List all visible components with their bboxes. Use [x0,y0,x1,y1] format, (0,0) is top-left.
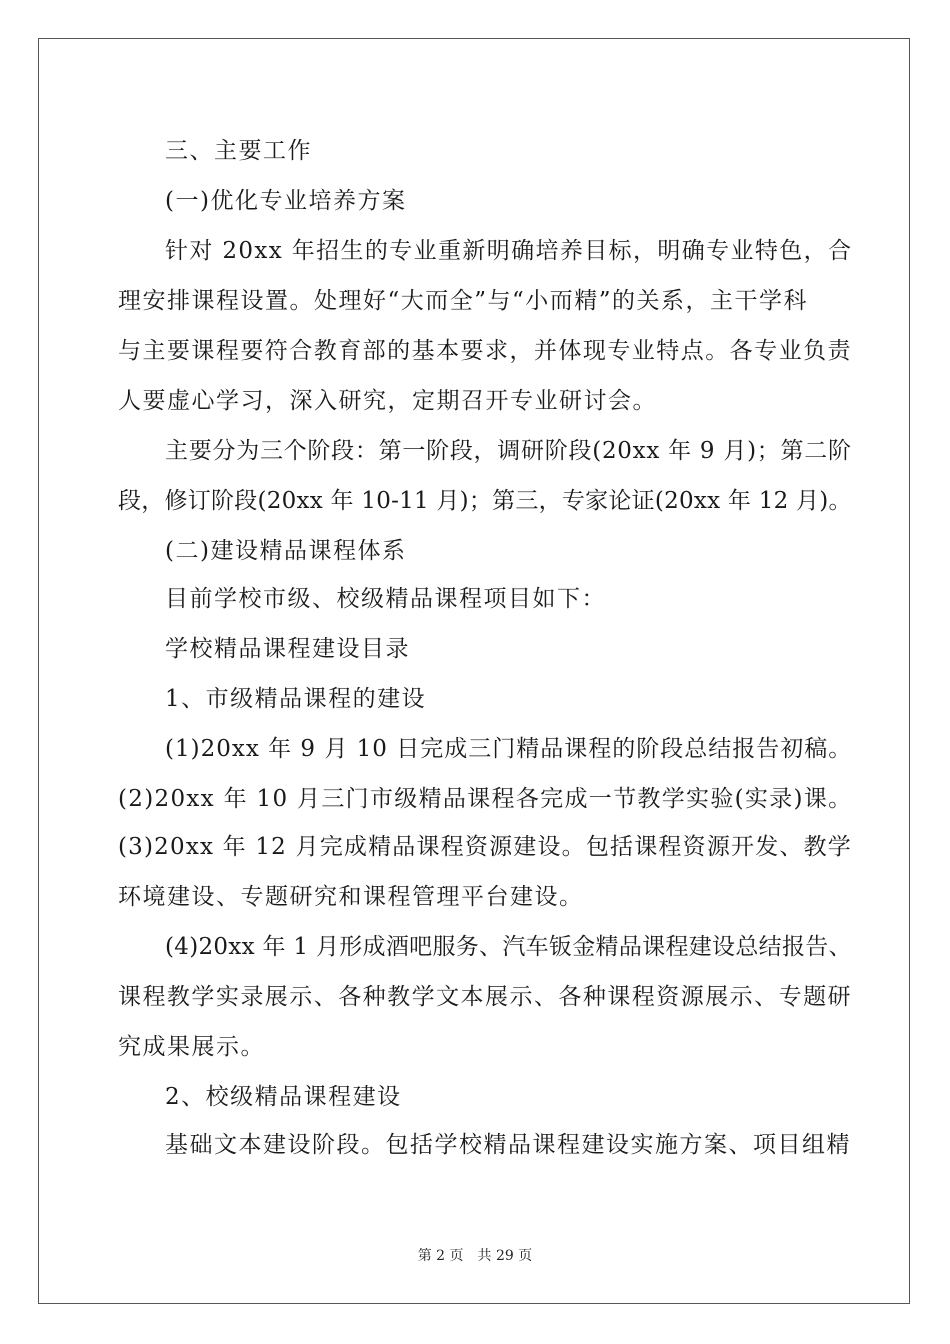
paragraph-line: 人要虚心学习，深入研究，定期召开专业研讨会。 [118,388,657,414]
list-item: (1)20xx 年 9 月 10 日完成三门精品课程的阶段总结报告初稿。 [165,736,853,762]
list-item: (4)20xx 年 1 月形成酒吧服务、汽车钣金精品课程建设总结报告、 [165,934,852,960]
subheading-school-level: 2、校级精品课程建设 [165,1084,402,1110]
total-pages: 共 29 页 [477,1248,533,1264]
paragraph-line: 课程教学实录展示、各种教学文本展示、各种课程资源展示、专题研 [118,984,852,1010]
paragraph-line: 环境建设、专题研究和课程管理平台建设。 [118,884,584,910]
section-heading-main-work: 三、主要工作 [165,138,312,164]
list-item: (3)20xx 年 12 月完成精品课程资源建设。包括课程资源开发、教学 [118,834,852,860]
paragraph-line: 理安排课程设置。处理好“大而全”与“小而精”的关系，主干学科 [118,288,809,314]
paragraph-line: 究成果展示。 [118,1034,265,1060]
paragraph-line: 段，修订阶段(20xx 年 10-11 月)；第三，专家论证(20xx 年 12 月)。 [118,488,852,514]
catalog-title: 学校精品课程建设目录 [165,636,410,662]
paragraph-line: 基础文本建设阶段。包括学校精品课程建设实施方案、项目组精 [165,1132,851,1158]
paragraph-line: 针对 20xx 年招生的专业重新明确培养目标，明确专业特色，合 [165,238,853,264]
list-item: (2)20xx 年 10 月三门市级精品课程各完成一节教学实验(实录)课。 [118,786,853,812]
page-border [38,38,910,1304]
page-footer [0,1245,950,1265]
paragraph-line: 与主要课程要符合教育部的基本要求，并体现专业特点。各专业负责 [118,338,852,364]
subheading-optimize-plan: (一)优化专业培养方案 [165,188,407,214]
subheading-city-level: 1、市级精品课程的建设 [165,686,427,712]
paragraph-line: 主要分为三个阶段：第一阶段，调研阶段(20xx 年 9 月)；第二阶 [165,438,852,464]
paragraph-line: 目前学校市级、校级精品课程项目如下： [165,586,606,612]
page-number: 第 2 页 [417,1248,464,1264]
subheading-course-system: (二)建设精品课程体系 [165,538,407,564]
